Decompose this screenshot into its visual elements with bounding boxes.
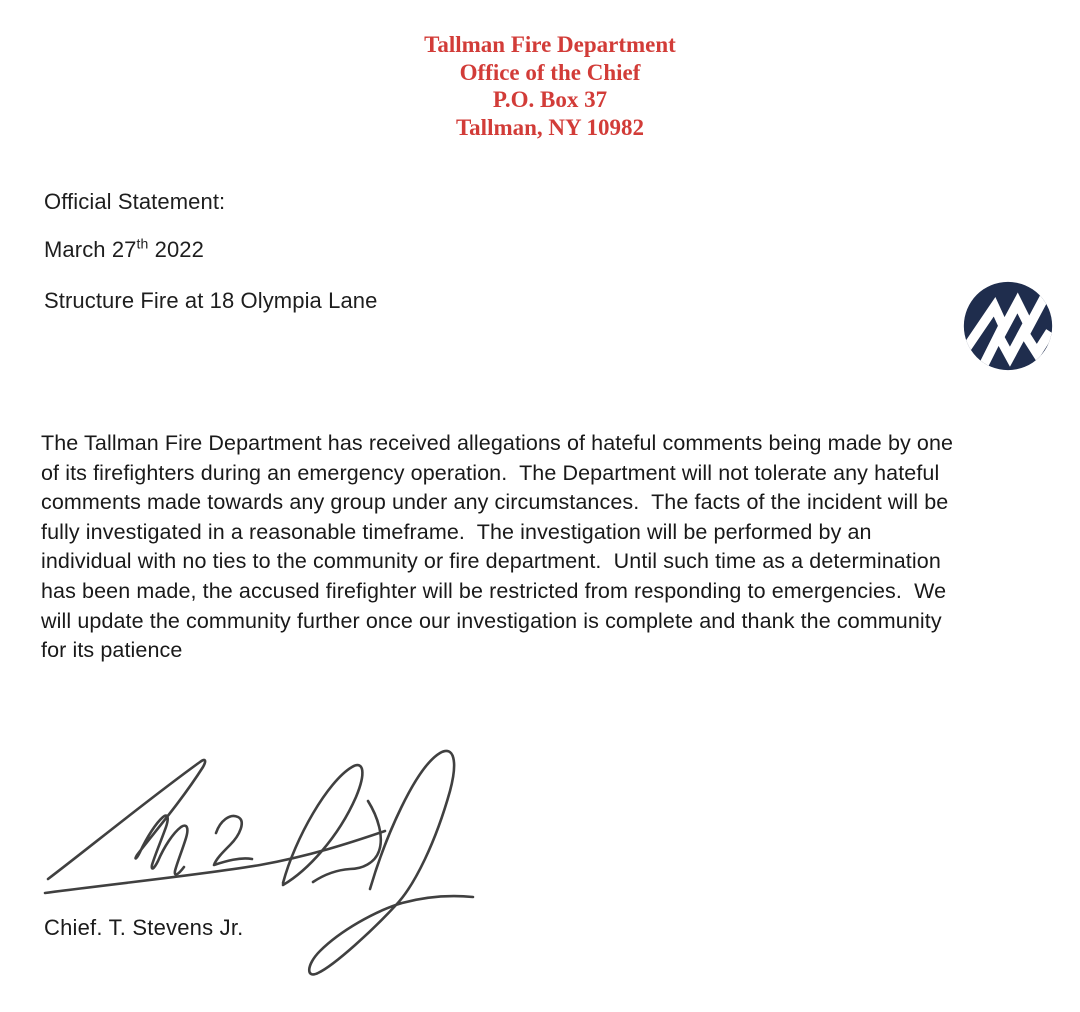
body-line: will update the community further once our investigation is complete and thank the community	[41, 608, 942, 633]
date-prefix: March 27	[44, 237, 137, 262]
body-line: individual with no ties to the community or fire department. Until such time as a determination	[41, 549, 941, 574]
watermark-w-logo-icon	[960, 278, 1056, 374]
signer-name: Chief. T. Stevens Jr.	[44, 915, 244, 940]
body-line: The Tallman Fire Department has received allegations of hateful comments being made by one	[41, 431, 954, 455]
letterhead-po-box: P.O. Box 37	[492, 87, 608, 112]
signature-curl	[214, 816, 252, 865]
statement-subject: Structure Fire at 18 Olympia Lane	[44, 288, 378, 313]
date-suffix: 2022	[148, 237, 204, 262]
body-line: fully investigated in a reasonable timeframe. The investigation will be performed by an	[41, 519, 872, 544]
body-line: of its firefighters during an emergency operation. The Department will not tolerate any hateful	[41, 460, 940, 485]
statement-date	[44, 237, 204, 263]
letterhead	[10, 31, 1080, 141]
date-ordinal-superscript: th	[136, 235, 149, 252]
letterhead-city-state-zip: Tallman, NY 10982	[455, 114, 645, 140]
statement-body	[41, 429, 953, 666]
body-line: for its patience	[41, 638, 183, 663]
signature-left-strokes	[48, 760, 205, 879]
official-statement-label: Official Statement:	[44, 189, 226, 214]
signature-loop-1	[283, 765, 362, 885]
body-line: has been made, the accused firefighter will be restricted from responding to emergencies. We	[41, 578, 947, 603]
letterhead-org-name: Tallman Fire Department	[424, 32, 676, 57]
letterhead-office: Office of the Chief	[459, 59, 641, 85]
body-line: comments made towards any group under any circumstances. The facts of the incident will be	[41, 490, 949, 515]
signature-scrawl	[30, 743, 475, 1001]
